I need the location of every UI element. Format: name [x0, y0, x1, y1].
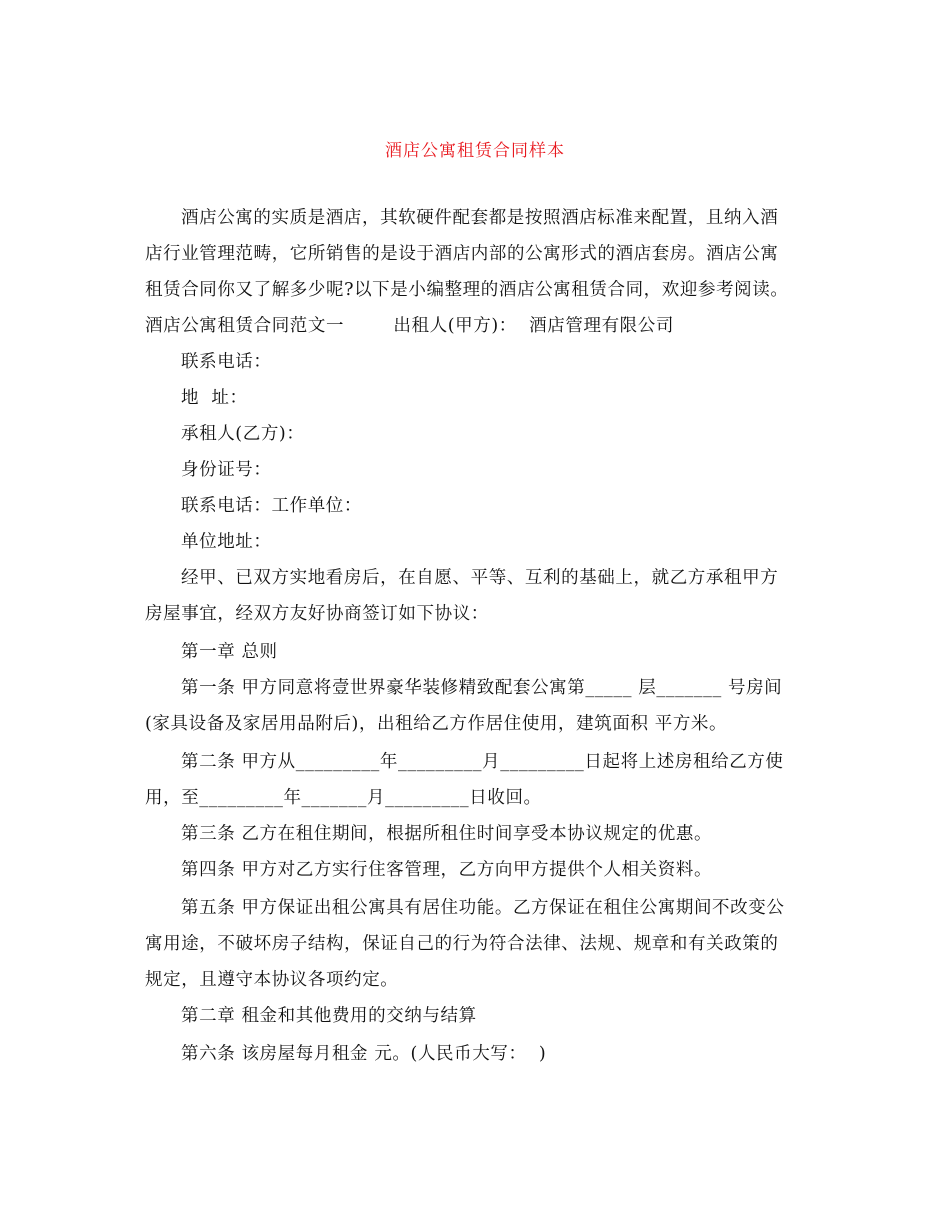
- address-line: 地 址：: [181, 388, 248, 408]
- paragraph-line: 店行业管理范畴，它所销售的是设于酒店内部的公寓形式的酒店套房。酒店公寓: [145, 244, 779, 264]
- contact-phone-line: 联系电话：: [181, 352, 272, 372]
- id-number-line: 身份证号：: [181, 460, 272, 480]
- article-line: 第六条 该房屋每月租金 元。(人民币大写： ): [181, 1044, 547, 1064]
- article-line: 第二条 甲方从_________年_________月_________日起将上述房租给乙方使: [181, 752, 784, 772]
- paragraph-line: 房屋事宜，经双方友好协商签订如下协议：: [145, 604, 489, 624]
- paragraph-line: 酒店公寓的实质是酒店，其软硬件配套都是按照酒店标准来配置，且纳入酒: [181, 208, 779, 228]
- article-line: 第五条 甲方保证出租公寓具有居住功能。乙方保证在租住公寓期间不改变公: [181, 898, 785, 918]
- article-line: 规定，且遵守本协议各项约定。: [145, 970, 399, 990]
- article-line: 用，至_________年_______月_________日收回。: [145, 788, 542, 808]
- article-line: 第四条 甲方对乙方实行住客管理，乙方向甲方提供个人相关资料。: [181, 860, 713, 880]
- chapter-heading: 第一章 总则: [181, 642, 278, 662]
- article-line: 第三条 乙方在租住期间，根据所租住时间享受本协议规定的优惠。: [181, 824, 713, 844]
- article-line: 第一条 甲方同意将壹世界豪华装修精致配套公寓第_____ 层_______ 号房间: [181, 678, 783, 698]
- paragraph-line: 酒店公寓租赁合同范文一 出租人(甲方)： 酒店管理有限公司: [145, 316, 674, 336]
- phone-employer-line: 联系电话：工作单位：: [181, 496, 362, 516]
- article-line: (家具设备及家居用品附后)，出租给乙方作居住使用，建筑面积 平方米。: [145, 714, 728, 734]
- paragraph-line: 租赁合同你又了解多少呢?以下是小编整理的酒店公寓租赁合同，欢迎参考阅读。: [145, 280, 789, 300]
- document-title: 酒店公寓租赁合同样本: [385, 141, 565, 161]
- article-line: 寓用途，不破坏房子结构，保证自己的行为符合法律、法规、规章和有关政策的: [145, 934, 779, 954]
- paragraph-line: 经甲、已双方实地看房后，在自愿、平等、互利的基础上，就乙方承租甲方: [181, 568, 779, 588]
- chapter-heading: 第二章 租金和其他费用的交纳与结算: [181, 1006, 477, 1026]
- lessee-line: 承租人(乙方)：: [181, 424, 305, 444]
- employer-address-line: 单位地址：: [181, 532, 272, 552]
